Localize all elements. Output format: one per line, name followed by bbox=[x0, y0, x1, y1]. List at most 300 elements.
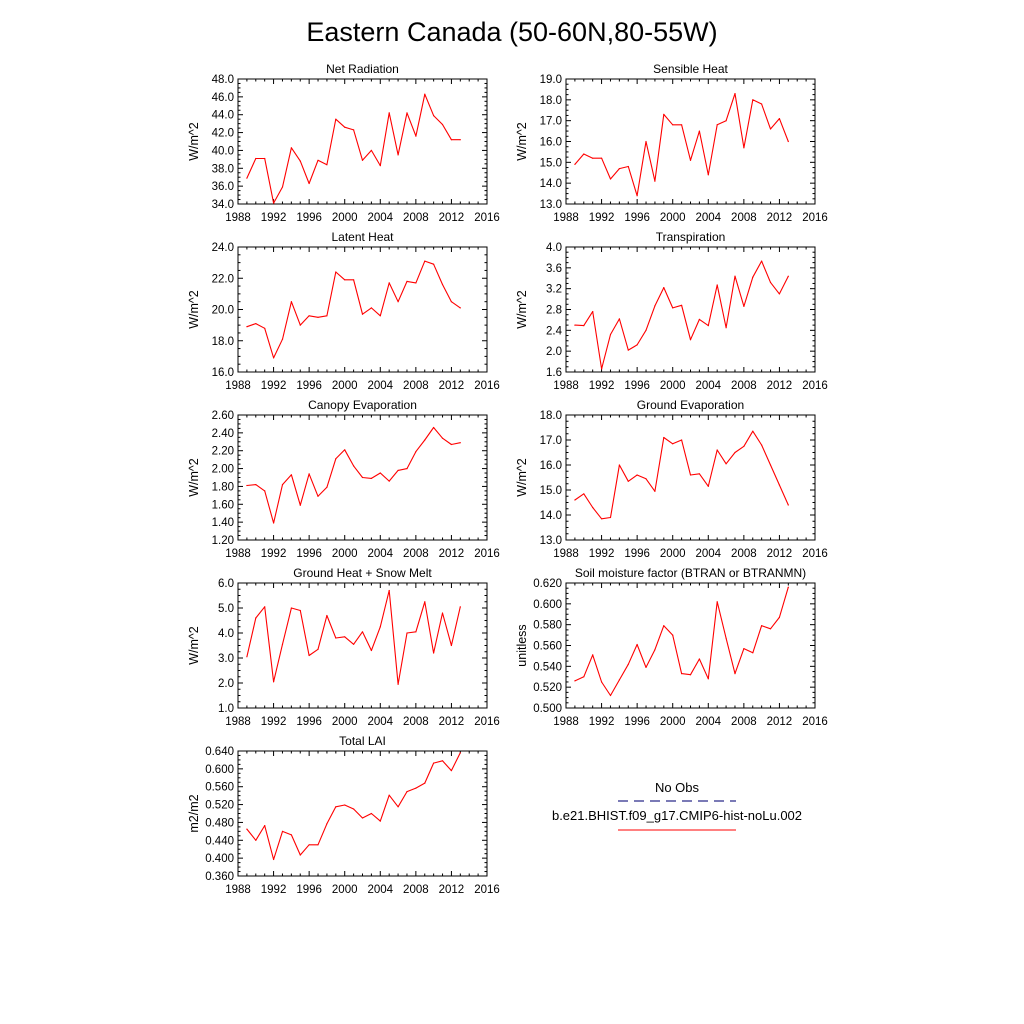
data-point bbox=[583, 493, 584, 494]
data-point bbox=[371, 307, 372, 308]
x-tick-label: 2008 bbox=[731, 212, 757, 224]
y-axis-label: W/m^2 bbox=[515, 122, 529, 161]
data-point bbox=[389, 795, 390, 796]
data-point bbox=[451, 645, 452, 646]
data-point bbox=[442, 284, 443, 285]
data-point bbox=[273, 357, 274, 358]
x-tick-label: 1996 bbox=[624, 548, 650, 560]
x-tick-label: 1996 bbox=[296, 716, 322, 728]
data-point bbox=[583, 325, 584, 326]
x-tick-label: 2012 bbox=[766, 212, 793, 224]
data-point bbox=[637, 474, 638, 475]
data-point bbox=[371, 478, 372, 479]
data-point bbox=[601, 158, 602, 159]
data-point bbox=[415, 788, 416, 789]
data-point bbox=[681, 124, 682, 125]
data-point bbox=[291, 834, 292, 835]
y-tick-label: 15.0 bbox=[539, 485, 562, 497]
data-point bbox=[637, 344, 638, 345]
data-point bbox=[690, 474, 691, 475]
x-tick-label: 2000 bbox=[331, 716, 358, 728]
panel-ground-heat-snow-melt bbox=[187, 566, 500, 728]
series-line bbox=[247, 753, 460, 860]
data-point bbox=[788, 276, 789, 277]
x-tick-label: 2016 bbox=[802, 548, 828, 560]
y-tick-label: 1.0 bbox=[218, 703, 234, 715]
panel-title: Ground Evaporation bbox=[636, 398, 745, 412]
x-tick-label: 1992 bbox=[588, 212, 615, 224]
data-point bbox=[406, 112, 407, 113]
y-axis-label: m2/m2 bbox=[187, 794, 201, 833]
data-point bbox=[362, 314, 363, 315]
data-point bbox=[300, 161, 301, 162]
data-point bbox=[326, 487, 327, 488]
panel-canopy-evaporation bbox=[187, 398, 500, 560]
x-tick-label: 1988 bbox=[553, 380, 579, 392]
y-tick-label: 48.0 bbox=[211, 74, 234, 86]
x-tick-label: 2008 bbox=[731, 380, 757, 392]
data-point bbox=[690, 339, 691, 340]
plot-frame bbox=[238, 583, 487, 708]
data-point bbox=[628, 481, 629, 482]
x-tick-label: 1992 bbox=[260, 716, 287, 728]
x-tick-label: 2000 bbox=[659, 212, 686, 224]
y-tick-label: 0.480 bbox=[205, 817, 234, 830]
data-point bbox=[761, 444, 762, 445]
data-point bbox=[726, 463, 727, 464]
panel-title: Canopy Evaporation bbox=[308, 398, 417, 412]
y-tick-label: 36.0 bbox=[211, 181, 234, 194]
x-tick-label: 2004 bbox=[695, 212, 722, 224]
data-point bbox=[371, 650, 372, 651]
data-point bbox=[663, 287, 664, 288]
data-point bbox=[690, 674, 691, 675]
y-tick-label: 17.0 bbox=[539, 115, 562, 128]
data-point bbox=[282, 186, 283, 187]
data-point bbox=[610, 334, 611, 335]
data-point bbox=[344, 636, 345, 637]
x-tick-label: 2012 bbox=[438, 884, 465, 896]
data-point bbox=[380, 626, 381, 627]
data-point bbox=[672, 635, 673, 636]
data-point bbox=[380, 821, 381, 822]
data-point bbox=[743, 306, 744, 307]
data-point bbox=[398, 154, 399, 155]
x-tick-label: 2012 bbox=[766, 716, 793, 728]
data-point bbox=[451, 139, 452, 140]
data-point bbox=[344, 449, 345, 450]
data-point bbox=[592, 654, 593, 655]
data-point bbox=[708, 486, 709, 487]
x-tick-label: 2000 bbox=[331, 548, 358, 560]
data-point bbox=[460, 139, 461, 140]
data-point bbox=[282, 339, 283, 340]
x-tick-label: 1988 bbox=[553, 212, 579, 224]
data-point bbox=[601, 518, 602, 519]
y-tick-label: 14.0 bbox=[539, 178, 562, 191]
data-point bbox=[574, 325, 575, 326]
x-tick-label: 1996 bbox=[296, 212, 322, 224]
data-point bbox=[645, 478, 646, 479]
data-point bbox=[433, 115, 434, 116]
x-tick-label: 2004 bbox=[367, 212, 394, 224]
data-point bbox=[610, 517, 611, 518]
data-point bbox=[619, 168, 620, 169]
data-point bbox=[637, 195, 638, 196]
data-point bbox=[752, 431, 753, 432]
data-point bbox=[246, 485, 247, 486]
data-point bbox=[770, 282, 771, 283]
data-point bbox=[415, 631, 416, 632]
data-point bbox=[362, 817, 363, 818]
y-tick-label: 0.520 bbox=[205, 799, 234, 812]
y-axis-label: W/m^2 bbox=[187, 122, 201, 161]
data-point bbox=[610, 178, 611, 179]
panel-title: Transpiration bbox=[655, 230, 726, 244]
y-tick-label: 2.40 bbox=[211, 427, 234, 440]
data-point bbox=[300, 325, 301, 326]
data-point bbox=[761, 103, 762, 104]
data-point bbox=[654, 649, 655, 650]
data-point bbox=[433, 427, 434, 428]
data-point bbox=[246, 656, 247, 657]
data-point bbox=[353, 644, 354, 645]
x-tick-label: 2012 bbox=[766, 548, 793, 560]
y-tick-label: 38.0 bbox=[211, 163, 234, 176]
plot-frame bbox=[566, 415, 815, 540]
data-point bbox=[389, 481, 390, 482]
data-point bbox=[681, 439, 682, 440]
data-point bbox=[460, 752, 461, 753]
data-point bbox=[681, 673, 682, 674]
data-point bbox=[264, 606, 265, 607]
panel-net-radiation bbox=[187, 62, 500, 224]
data-point bbox=[362, 160, 363, 161]
y-tick-label: 18.0 bbox=[539, 410, 562, 422]
y-tick-label: 1.20 bbox=[211, 535, 234, 547]
y-tick-label: 0.440 bbox=[205, 835, 234, 848]
legend bbox=[552, 780, 802, 830]
panel-sensible-heat bbox=[515, 62, 828, 224]
data-point bbox=[663, 437, 664, 438]
data-point bbox=[264, 328, 265, 329]
data-point bbox=[637, 644, 638, 645]
data-point bbox=[398, 301, 399, 302]
data-point bbox=[424, 261, 425, 262]
panel-title: Net Radiation bbox=[326, 62, 399, 76]
data-point bbox=[389, 590, 390, 591]
y-tick-label: 13.0 bbox=[539, 535, 562, 547]
y-axis-label: W/m^2 bbox=[187, 290, 201, 329]
panel-title: Ground Heat + Snow Melt bbox=[293, 566, 432, 580]
plot-frame bbox=[566, 247, 815, 372]
data-point bbox=[326, 823, 327, 824]
panel-transpiration bbox=[515, 230, 828, 392]
data-point bbox=[442, 760, 443, 761]
x-tick-label: 2000 bbox=[659, 548, 686, 560]
data-point bbox=[424, 94, 425, 95]
data-point bbox=[726, 638, 727, 639]
data-point bbox=[743, 147, 744, 148]
data-point bbox=[752, 277, 753, 278]
data-point bbox=[654, 305, 655, 306]
y-axis-label: W/m^2 bbox=[515, 458, 529, 497]
series-line bbox=[247, 591, 460, 685]
y-tick-label: 19.0 bbox=[539, 74, 562, 86]
data-point bbox=[460, 442, 461, 443]
data-point bbox=[353, 129, 354, 130]
x-tick-label: 1992 bbox=[260, 380, 287, 392]
data-point bbox=[672, 124, 673, 125]
data-point bbox=[309, 315, 310, 316]
data-point bbox=[406, 791, 407, 792]
data-point bbox=[574, 680, 575, 681]
y-tick-label: 0.600 bbox=[205, 763, 234, 776]
x-tick-label: 2012 bbox=[438, 380, 465, 392]
data-point bbox=[628, 664, 629, 665]
data-point bbox=[415, 451, 416, 452]
x-tick-label: 2004 bbox=[367, 548, 394, 560]
data-point bbox=[317, 160, 318, 161]
data-point bbox=[255, 840, 256, 841]
x-tick-label: 2000 bbox=[659, 380, 686, 392]
data-point bbox=[353, 279, 354, 280]
x-tick-label: 2016 bbox=[474, 380, 500, 392]
x-tick-label: 2008 bbox=[731, 716, 757, 728]
data-point bbox=[743, 446, 744, 447]
data-point bbox=[246, 829, 247, 830]
data-point bbox=[255, 484, 256, 485]
x-tick-label: 2008 bbox=[403, 548, 429, 560]
x-tick-label: 2012 bbox=[438, 548, 465, 560]
x-tick-label: 2016 bbox=[802, 212, 828, 224]
x-tick-label: 2004 bbox=[695, 716, 722, 728]
data-point bbox=[398, 470, 399, 471]
y-tick-label: 1.60 bbox=[211, 499, 234, 512]
data-point bbox=[380, 472, 381, 473]
x-tick-label: 2008 bbox=[403, 212, 429, 224]
series-line bbox=[575, 261, 788, 369]
data-point bbox=[619, 679, 620, 680]
legend-label-no-obs: No Obs bbox=[654, 780, 700, 795]
data-point bbox=[601, 681, 602, 682]
data-point bbox=[371, 813, 372, 814]
data-point bbox=[681, 305, 682, 306]
x-tick-label: 1996 bbox=[296, 380, 322, 392]
y-tick-label: 1.6 bbox=[546, 367, 562, 379]
data-point bbox=[645, 330, 646, 331]
series-line bbox=[247, 428, 460, 524]
data-point bbox=[708, 174, 709, 175]
data-point bbox=[406, 468, 407, 469]
x-tick-label: 1996 bbox=[624, 212, 650, 224]
data-point bbox=[309, 473, 310, 474]
y-tick-label: 16.0 bbox=[211, 367, 234, 379]
y-tick-label: 2.8 bbox=[546, 304, 562, 317]
data-point bbox=[770, 464, 771, 465]
data-point bbox=[708, 325, 709, 326]
x-tick-label: 1992 bbox=[260, 212, 287, 224]
data-point bbox=[380, 165, 381, 166]
data-point bbox=[663, 114, 664, 115]
x-tick-label: 2008 bbox=[403, 380, 429, 392]
data-point bbox=[619, 318, 620, 319]
y-tick-label: 0.400 bbox=[205, 853, 234, 866]
y-tick-label: 18.0 bbox=[211, 335, 234, 348]
data-point bbox=[451, 770, 452, 771]
data-point bbox=[398, 684, 399, 685]
data-point bbox=[734, 276, 735, 277]
y-tick-label: 1.80 bbox=[211, 481, 234, 494]
data-point bbox=[442, 438, 443, 439]
data-point bbox=[726, 120, 727, 121]
data-point bbox=[255, 323, 256, 324]
data-point bbox=[663, 625, 664, 626]
x-tick-label: 1988 bbox=[553, 548, 579, 560]
x-tick-label: 2008 bbox=[403, 884, 429, 896]
data-point bbox=[779, 617, 780, 618]
x-tick-label: 2012 bbox=[438, 212, 465, 224]
data-point bbox=[583, 676, 584, 677]
data-point bbox=[734, 452, 735, 453]
data-point bbox=[717, 601, 718, 602]
y-tick-label: 46.0 bbox=[211, 91, 234, 104]
y-tick-label: 42.0 bbox=[211, 127, 234, 140]
x-tick-label: 2012 bbox=[766, 380, 793, 392]
data-point bbox=[317, 649, 318, 650]
data-point bbox=[451, 444, 452, 445]
x-tick-label: 2016 bbox=[802, 380, 828, 392]
panel-total-lai bbox=[187, 734, 500, 896]
y-tick-label: 0.520 bbox=[533, 682, 562, 695]
data-point bbox=[690, 160, 691, 161]
x-tick-label: 2016 bbox=[802, 716, 828, 728]
data-point bbox=[699, 319, 700, 320]
data-point bbox=[672, 443, 673, 444]
data-point bbox=[699, 473, 700, 474]
data-point bbox=[788, 504, 789, 505]
data-point bbox=[583, 153, 584, 154]
data-point bbox=[264, 158, 265, 159]
series-line bbox=[575, 94, 788, 196]
data-point bbox=[770, 628, 771, 629]
x-tick-label: 1992 bbox=[588, 380, 615, 392]
data-point bbox=[761, 625, 762, 626]
plot-frame bbox=[238, 751, 487, 876]
data-point bbox=[433, 264, 434, 265]
x-tick-label: 2016 bbox=[474, 716, 500, 728]
y-tick-label: 0.560 bbox=[205, 781, 234, 794]
data-point bbox=[788, 141, 789, 142]
data-point bbox=[752, 652, 753, 653]
y-tick-label: 2.0 bbox=[218, 678, 234, 690]
data-point bbox=[291, 607, 292, 608]
y-tick-label: 2.00 bbox=[211, 463, 234, 476]
data-point bbox=[335, 119, 336, 120]
panel-title: Soil moisture factor (BTRAN or BTRANMN) bbox=[574, 566, 807, 580]
data-point bbox=[389, 282, 390, 283]
data-point bbox=[246, 326, 247, 327]
panel-title: Sensible Heat bbox=[653, 62, 728, 76]
y-tick-label: 1.40 bbox=[211, 517, 234, 530]
data-point bbox=[380, 315, 381, 316]
data-point bbox=[779, 118, 780, 119]
data-point bbox=[415, 136, 416, 137]
x-tick-label: 2016 bbox=[474, 884, 500, 896]
data-point bbox=[326, 615, 327, 616]
x-tick-label: 1992 bbox=[588, 548, 615, 560]
data-point bbox=[317, 496, 318, 497]
y-tick-label: 13.0 bbox=[539, 199, 562, 211]
data-point bbox=[460, 606, 461, 607]
data-point bbox=[672, 307, 673, 308]
data-point bbox=[424, 783, 425, 784]
y-tick-label: 17.0 bbox=[539, 435, 562, 447]
data-point bbox=[273, 522, 274, 523]
y-tick-label: 14.0 bbox=[539, 510, 562, 522]
x-tick-label: 1988 bbox=[553, 716, 579, 728]
data-point bbox=[743, 648, 744, 649]
data-point bbox=[317, 317, 318, 318]
y-tick-label: 20.0 bbox=[211, 304, 234, 317]
y-tick-label: 22.0 bbox=[211, 273, 234, 286]
y-tick-label: 0.640 bbox=[205, 746, 234, 758]
data-point bbox=[353, 808, 354, 809]
data-point bbox=[717, 284, 718, 285]
x-tick-label: 1988 bbox=[225, 380, 251, 392]
data-point bbox=[442, 612, 443, 613]
data-point bbox=[300, 505, 301, 506]
data-point bbox=[309, 183, 310, 184]
y-tick-label: 34.0 bbox=[211, 199, 234, 211]
data-point bbox=[291, 474, 292, 475]
data-point bbox=[628, 350, 629, 351]
data-point bbox=[708, 678, 709, 679]
x-tick-label: 2004 bbox=[367, 716, 394, 728]
data-point bbox=[726, 327, 727, 328]
data-point bbox=[619, 464, 620, 465]
data-point bbox=[291, 147, 292, 148]
y-tick-label: 15.0 bbox=[539, 157, 562, 170]
x-tick-label: 1992 bbox=[260, 548, 287, 560]
data-point bbox=[335, 637, 336, 638]
data-point bbox=[282, 831, 283, 832]
y-tick-label: 0.600 bbox=[533, 598, 562, 611]
data-point bbox=[592, 158, 593, 159]
data-point bbox=[592, 311, 593, 312]
data-point bbox=[344, 804, 345, 805]
x-tick-label: 1988 bbox=[225, 212, 251, 224]
y-tick-label: 4.0 bbox=[546, 242, 562, 254]
data-point bbox=[752, 99, 753, 100]
y-tick-label: 4.0 bbox=[218, 628, 234, 640]
data-point bbox=[645, 141, 646, 142]
data-point bbox=[309, 844, 310, 845]
y-tick-label: 0.580 bbox=[533, 619, 562, 632]
data-point bbox=[574, 164, 575, 165]
y-tick-label: 3.0 bbox=[218, 653, 234, 665]
x-tick-label: 2008 bbox=[731, 548, 757, 560]
data-point bbox=[371, 150, 372, 151]
data-point bbox=[442, 124, 443, 125]
x-tick-label: 1996 bbox=[296, 548, 322, 560]
x-tick-label: 2000 bbox=[659, 716, 686, 728]
data-point bbox=[255, 617, 256, 618]
y-axis-label: W/m^2 bbox=[515, 290, 529, 329]
y-tick-label: 6.0 bbox=[218, 578, 234, 590]
x-tick-label: 2016 bbox=[474, 212, 500, 224]
x-tick-label: 1996 bbox=[624, 716, 650, 728]
